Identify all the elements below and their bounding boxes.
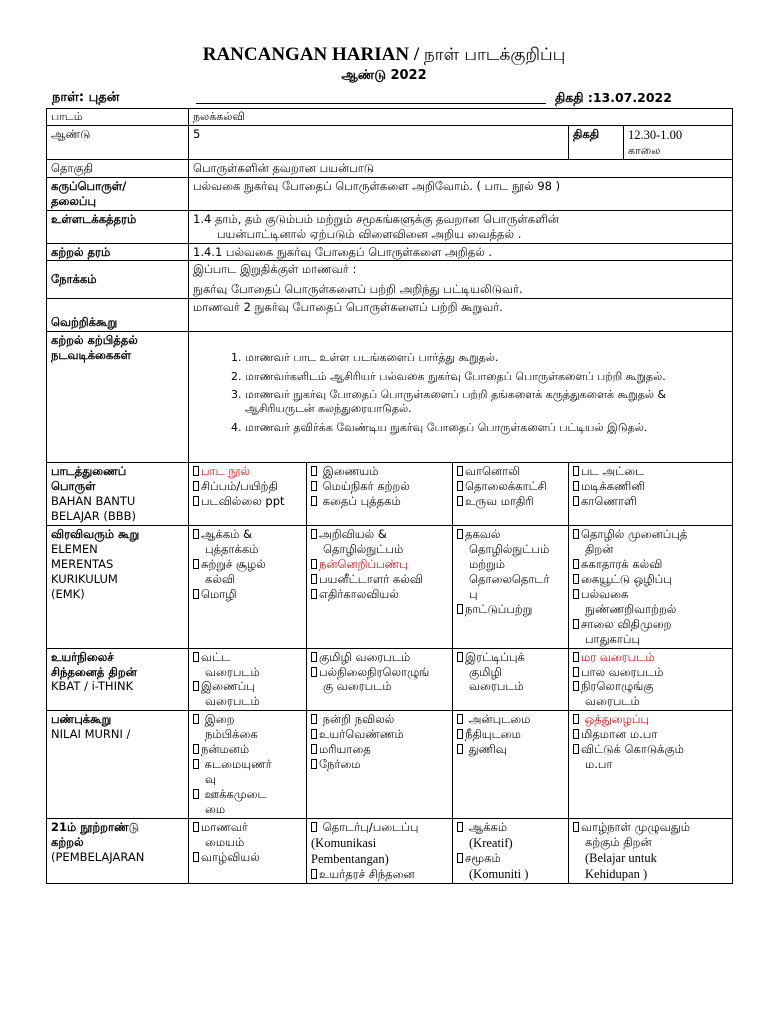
bbb-item: சிப்பம்/பயிற்தி (201, 479, 278, 494)
row-objective (47, 261, 733, 299)
emk-item: நன்னெறிப்பண்பு (319, 556, 408, 571)
checkbox-icon (193, 759, 199, 769)
date-cell-label: திகதி (569, 126, 624, 160)
kbat-label-2: சிந்தனைத் திறன் (51, 664, 137, 679)
bbb-col4 (569, 463, 733, 526)
checkbox-icon (573, 822, 579, 832)
row-21st-century (47, 818, 733, 883)
c21-item: வாழ்வியல் (201, 849, 260, 864)
checkbox-icon (193, 789, 199, 799)
values-label-2: NILAI MURNI / (51, 727, 131, 742)
values-item: நன்றி நவிலல் (322, 712, 395, 727)
values-item: நன்மனம் (201, 742, 250, 757)
emk-item: கையூட்டு ஒழிப்பு (581, 571, 672, 586)
kbat-item: குமிழி (469, 664, 502, 679)
topic-value: பல்வகை நுகர்வு போதைப் பொருள்களை அறிவோம். ( பாட நூல் 98 ) (189, 177, 733, 210)
bbb-item: மெய்நிகர் கற்றல் (322, 479, 410, 494)
bbb-label-3: BAHAN BANTU (51, 494, 136, 509)
row-kbat (47, 648, 733, 711)
subject-value: நலக்கல்வி (189, 109, 733, 126)
checkbox-icon (573, 466, 579, 476)
c21-item: மையம் (205, 834, 245, 849)
values-item: கடமையுணர் (204, 757, 272, 772)
c21-item: கற்கும் திறன் (585, 834, 652, 849)
checkbox-icon (457, 744, 463, 754)
c21-item: (Kreatif) (469, 835, 513, 850)
kbat-label-3: KBAT / i-THINK (51, 679, 134, 694)
bbb-item: மடிக்கணினி (581, 479, 645, 494)
date-label: திகதி :13.07.2022 (555, 90, 672, 105)
bbb-item: பாட நூல் (201, 464, 250, 479)
checkbox-icon (311, 729, 317, 739)
emk-label-2: ELEMEN (51, 542, 98, 557)
c21-item: சமூகம் (465, 851, 501, 866)
activity-item: 2. மாணவர்களிடம் ஆசிரியர் பல்வகை நுகர்வு போதைப் பொருள்களைப் பற்றி கூறுதல். (245, 370, 728, 384)
activities-label (47, 332, 189, 463)
year-line: ஆண்டு 2022 (341, 68, 427, 83)
title-latin: RANCANGAN HARIAN / (202, 44, 420, 65)
checkbox-icon (573, 574, 579, 584)
c21-col2 (307, 818, 453, 883)
time-sub: காலை (628, 143, 661, 157)
values-item: நேர்மை (319, 757, 361, 772)
kbat-item: வரைபடம் (205, 694, 260, 709)
checkbox-icon (573, 496, 579, 506)
bbb-item: தொலைக்காட்சி (465, 479, 547, 494)
emk-item: நுண்ணறிவாற்றல் (585, 601, 677, 616)
checkbox-icon (457, 466, 463, 476)
kbat-item: குமிழி வரைபடம் (319, 649, 411, 664)
c21-item: (Komuniti ) (469, 867, 529, 882)
checkbox-icon (457, 714, 463, 724)
content-std-line2: பயன்பாட்டினால் ஏற்படும் விளைவினை அறிய வைத்தல் . (217, 226, 522, 241)
kbat-item: வரைபடம் (205, 664, 260, 679)
bbb-item: பட அட்டை (581, 464, 645, 479)
bbb-item: உருவ மாதிரி (465, 494, 534, 509)
emk-item: பு (469, 586, 478, 601)
kbat-col2 (307, 648, 453, 711)
emk-item: பல்வகை (581, 586, 629, 601)
checkbox-icon (457, 652, 463, 662)
checkbox-icon (311, 652, 317, 662)
c21-item: Pembentangan) (311, 852, 389, 867)
values-item: வு (205, 772, 217, 787)
checkbox-icon (573, 589, 579, 599)
emk-label-1: விரவிவரும் கூறு (51, 527, 140, 542)
kbat-label-1: உயர்நிலைச் (51, 649, 114, 664)
emk-item: எதிர்காலவியல் (319, 586, 399, 601)
checkbox-icon (193, 559, 199, 569)
c21-label-2: கற்றல் (51, 834, 84, 849)
bbb-col2 (307, 463, 453, 526)
checkbox-icon (311, 744, 317, 754)
c21-label (47, 818, 189, 883)
checkbox-icon (311, 574, 317, 584)
values-col3 (453, 711, 569, 819)
emk-item: கல்வி (205, 571, 235, 586)
objective-line2: நுகர்வு போதைப் பொருள்களைப் பற்றி அறிந்து பட்டியலிடுவர். (193, 282, 523, 297)
emk-col1 (189, 526, 307, 649)
emk-item: மற்றும் (469, 556, 505, 571)
topic-label (47, 177, 189, 210)
values-item: மிதமான ம.பா (581, 727, 658, 742)
header-underline (196, 103, 546, 104)
checkbox-icon (457, 853, 463, 863)
values-col4 (569, 711, 733, 819)
checkbox-icon (311, 466, 317, 476)
checkbox-icon (193, 466, 199, 476)
emk-item: தொழில் முனைப்புத் (581, 527, 688, 542)
kbat-item: கு வரைபடம் (323, 679, 392, 694)
emk-item: சுற்றுச் சூழல் (201, 556, 266, 571)
unit-value: பொருள்களின் தவறான பயன்பாடு (189, 159, 733, 177)
bbb-label-4: BELAJAR (BBB) (51, 509, 137, 524)
c21-item: வாழ்நாள் முழுவதும் (581, 819, 690, 834)
activity-item: 3. மாணவர் நுகர்வு போதைப் பொருள்களைப் பற்றி தங்களைக் கருத்துகளைக் கூறுதல் & ஆசிரியருடன் கலந்துரையாடுதல். (245, 388, 728, 417)
checkbox-icon (311, 714, 317, 724)
activities-label-2: நடவடிக்கைகள் (51, 348, 132, 363)
checkbox-icon (573, 681, 579, 691)
values-item: நம்பிக்கை (205, 727, 258, 742)
values-label-1: பண்புக்கூறு (51, 712, 112, 727)
kbat-item: வரைபடம் (469, 679, 524, 694)
values-item: துணிவு (468, 742, 507, 757)
kbat-item: பல்நிலைநிரலொழுங் (319, 664, 430, 679)
row-learning-standard (47, 243, 733, 261)
emk-col2 (307, 526, 453, 649)
objective-label: நோக்கம் (47, 261, 189, 299)
checkbox-icon (311, 559, 317, 569)
checkbox-icon (457, 604, 463, 614)
kbat-col1 (189, 648, 307, 711)
content-std-value (189, 210, 733, 243)
topic-label-1: கருப்பொருள்/ (51, 178, 127, 193)
row-values (47, 711, 733, 819)
checkbox-icon (573, 729, 579, 739)
emk-item: தகவல் (465, 527, 501, 542)
emk-item: அறிவியல் & (319, 527, 387, 542)
success-label: வெற்றிக்கூறு (47, 299, 189, 332)
checkbox-icon (573, 667, 579, 677)
content-std-label: உள்ளடக்கத்தரம் (47, 210, 189, 243)
checkbox-icon (457, 529, 463, 539)
checkbox-icon (573, 559, 579, 569)
emk-item: புத்தாக்கம் (205, 542, 259, 557)
checkbox-icon (457, 729, 463, 739)
bbb-item: இணையம் (322, 464, 379, 479)
activity-item: 1. மாணவர் பாட உள்ள படங்களைப் பார்த்து கூறுதல். (245, 351, 728, 365)
time-cell (624, 126, 733, 160)
grade-label: ஆண்டு (47, 126, 189, 160)
values-item: இறை (204, 712, 235, 727)
emk-label-3: MERENTAS (51, 556, 114, 571)
emk-item: தொழில்நுட்பம் (469, 542, 550, 557)
emk-item: பாதுகாப்பு (585, 631, 641, 646)
subject-label: பாடம் (47, 109, 189, 126)
objective-value (189, 261, 733, 299)
row-emk (47, 526, 733, 649)
checkbox-icon (311, 822, 317, 832)
learning-std-value: 1.4.1 பல்வகை நுகர்வு போதைப் பொருள்களை அறிதல் . (189, 243, 733, 261)
values-item: மை (205, 801, 226, 816)
bbb-item: படவில்லை ppt (201, 494, 285, 509)
checkbox-icon (193, 852, 199, 862)
values-item: ஊக்கமுடை (204, 787, 267, 802)
values-item: மரியாதை (319, 742, 371, 757)
row-content-standard (47, 210, 733, 243)
bbb-label-2: பொருள் (51, 479, 96, 494)
c21-label-1: 21ம் நூற்றாண்டு (51, 819, 139, 834)
kbat-item: பால வரைபடம் (581, 664, 664, 679)
row-unit (47, 159, 733, 177)
checkbox-icon (573, 481, 579, 491)
checkbox-icon (193, 496, 199, 506)
success-value: மாணவர் 2 நுகர்வு போதைப் பொருள்களைப் பற்றி கூறுவர். (189, 299, 733, 332)
c21-item: உயர்தரச் சிந்தனை (319, 867, 415, 882)
values-col2 (307, 711, 453, 819)
kbat-col3 (453, 648, 569, 711)
lesson-plan-table (46, 108, 733, 884)
bbb-item: கதைப் புத்தகம் (322, 494, 401, 509)
c21-col4 (569, 818, 733, 883)
kbat-label (47, 648, 189, 711)
emk-col3 (453, 526, 569, 649)
c21-label-3: (PEMBELAJARAN (51, 849, 145, 864)
bbb-col1 (189, 463, 307, 526)
checkbox-icon (311, 759, 317, 769)
checkbox-icon (311, 529, 317, 539)
row-subject (47, 109, 733, 126)
row-topic (47, 177, 733, 210)
emk-item: தொலைதொடர் (469, 571, 550, 586)
activities-list-cell (189, 332, 733, 463)
row-grade (47, 126, 733, 160)
content-std-line1: 1.4 தாம், தம் குடும்பம் மற்றும் சமூகங்களுக்கு தவறான பொருள்களின் (193, 211, 559, 226)
c21-col1 (189, 818, 307, 883)
emk-col4 (569, 526, 733, 649)
checkbox-icon (311, 667, 317, 677)
bbb-item: வானொலி (465, 464, 520, 479)
checkbox-icon (193, 529, 199, 539)
kbat-item: இரட்டிப்புக் (465, 649, 525, 664)
values-item: உயர்வெண்ணம் (319, 727, 404, 742)
emk-item: ஆக்கம் & (201, 527, 253, 542)
checkbox-icon (573, 529, 579, 539)
checkbox-icon (311, 589, 317, 599)
emk-item: சாலை விதிமுறை (581, 616, 672, 631)
emk-item: மொழி (201, 586, 237, 601)
emk-label-4: KURIKULUM (51, 571, 118, 586)
checkbox-icon (457, 496, 463, 506)
page-title (0, 44, 768, 67)
c21-col3 (453, 818, 569, 883)
activities-label-1: கற்றல் கற்பித்தல் (51, 333, 138, 348)
kbat-item: வட்ட (201, 649, 231, 664)
c21-item: (Komunikasi (311, 835, 377, 850)
checkbox-icon (573, 652, 579, 662)
grade-value: 5 (189, 126, 569, 160)
values-item: ஒத்துழைப்பு (584, 712, 650, 727)
c21-item: மாணவர் (201, 819, 248, 834)
bbb-label-1: பாடத்துணைப் (51, 464, 127, 479)
checkbox-icon (311, 481, 317, 491)
kbat-col4 (569, 648, 733, 711)
values-col1 (189, 711, 307, 819)
emk-item: தொழில்நுட்பம் (323, 542, 404, 557)
values-item: விட்டுக் கொடுக்கும் (581, 742, 684, 757)
checkbox-icon (311, 869, 317, 879)
emk-item: நாட்டுப்பற்று (465, 601, 533, 616)
checkbox-icon (573, 714, 579, 724)
values-item: அன்புடமை (468, 712, 531, 727)
checkbox-icon (573, 744, 579, 754)
emk-label-5: (EMK) (51, 586, 85, 601)
unit-label: தொகுதி (47, 159, 189, 177)
checkbox-icon (193, 714, 199, 724)
row-activities (47, 332, 733, 463)
values-item: நீதியுடமை (465, 727, 521, 742)
checkbox-icon (193, 681, 199, 691)
values-label (47, 711, 189, 819)
kbat-item: வரைபடம் (585, 694, 640, 709)
kbat-item: இணைப்பு (201, 679, 255, 694)
emk-item: திறன் (585, 542, 614, 557)
checkbox-icon (457, 822, 463, 832)
c21-item: தொடர்பு/படைப்பு (322, 819, 419, 834)
c21-item: ஆக்கம் (468, 819, 508, 834)
row-success-criteria (47, 299, 733, 332)
checkbox-icon (193, 652, 199, 662)
topic-label-2: தலைப்பு (51, 193, 97, 208)
row-bbb (47, 463, 733, 526)
bbb-col3 (453, 463, 569, 526)
checkbox-icon (193, 744, 199, 754)
activity-item: 4. மாணவர் தவிர்க்க வேண்டிய நுகர்வு போதைப் பொருள்களைப் பட்டியல் இடுதல். (245, 421, 728, 435)
c21-item: Kehidupan ) (585, 867, 648, 882)
checkbox-icon (193, 481, 199, 491)
day-label: நாள்: புதன் (52, 90, 120, 105)
bbb-label (47, 463, 189, 526)
title-tamil: நாள் பாடக்குறிப்பு (423, 45, 566, 65)
kbat-item: நிரலொழுங்கு (581, 679, 654, 694)
checkbox-icon (573, 619, 579, 629)
checkbox-icon (457, 481, 463, 491)
checkbox-icon (193, 589, 199, 599)
values-item: ம.பா (585, 757, 613, 772)
learning-std-label: கற்றல் தரம் (47, 243, 189, 261)
activities-list (193, 351, 728, 434)
kbat-item: மர வரைபடம் (581, 649, 655, 664)
checkbox-icon (311, 496, 317, 506)
objective-line1: இப்பாட இறுதிக்குள் மாணவர் : (193, 262, 357, 277)
c21-item: (Belajar untuk (585, 850, 657, 865)
emk-item: பயனீட்டாளர் கல்வி (319, 571, 423, 586)
checkbox-icon (193, 822, 199, 832)
bbb-item: காணொளி (581, 494, 637, 509)
time-value: 12.30-1.00 (628, 128, 683, 143)
emk-item: சுகாதாரக் கல்வி (581, 556, 663, 571)
emk-label (47, 526, 189, 649)
